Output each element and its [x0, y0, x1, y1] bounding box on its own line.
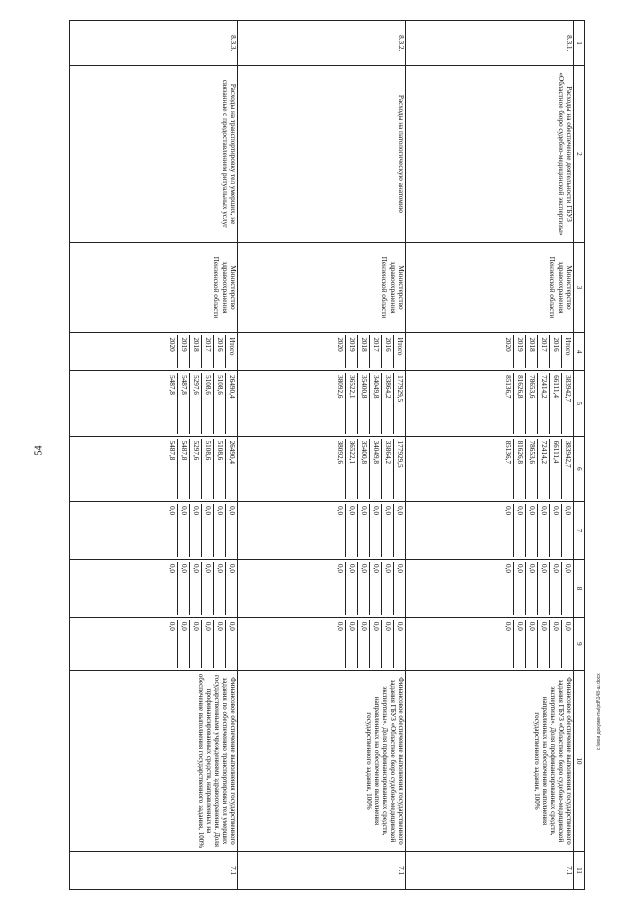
other-sources-list-value: 0,0	[201, 620, 213, 668]
other-sources-list-value: 0,0	[549, 620, 561, 668]
regional-budget-list-value: 72414,2	[537, 439, 549, 499]
year-list-value: 2016	[213, 335, 225, 368]
other-sources-list-value: 0,0	[357, 620, 369, 668]
regional-budget-list-value: 177929,5	[393, 439, 405, 499]
header-row	[574, 21, 585, 890]
local-budget-list	[70, 559, 238, 617]
responsible-org: Министерство здравоохранения Пензенской области	[238, 242, 406, 333]
other-sources-list-value: 0,0	[225, 620, 237, 668]
other-sources-list-value: 0,0	[189, 620, 201, 668]
local-budget-list-value: 0,0	[336, 563, 344, 573]
regional-budget-list	[238, 436, 406, 501]
local-budget-list-value: 0,0	[225, 562, 237, 615]
federal-budget-list	[238, 502, 406, 560]
header-col-11: 11	[574, 852, 585, 890]
other-sources-list-value: 0,0	[213, 620, 225, 668]
total-funding-list-value: 5297,6	[189, 373, 201, 433]
local-budget-list	[238, 559, 406, 617]
federal-budget-list-value: 0,0	[504, 506, 512, 516]
indicator-code: 7.1	[70, 852, 238, 890]
total-funding-list-value: 81626,8	[513, 373, 525, 433]
year-list-value: 2018	[357, 335, 369, 368]
local-budget-list-value: 0,0	[513, 562, 525, 615]
regional-budget-list-value: 26490,4	[225, 439, 237, 499]
header-col-3: 3	[574, 242, 585, 333]
total-funding-list-value: 72414,2	[537, 373, 549, 433]
other-sources-list-value: 0,0	[369, 620, 381, 668]
local-budget-list-value: 0,0	[369, 562, 381, 615]
federal-budget-list-value: 0,0	[513, 504, 525, 557]
other-sources-list-value: 0,0	[393, 620, 405, 668]
other-sources-list-value: 0,0	[336, 621, 344, 631]
row-number: 8.3.2.	[238, 21, 406, 66]
federal-budget-list-value: 0,0	[381, 504, 393, 557]
year-list-value: 2020	[168, 337, 176, 352]
federal-budget-list-value: 0,0	[357, 504, 369, 557]
federal-budget-list	[406, 502, 574, 560]
year-list-value: 2018	[525, 335, 537, 368]
other-sources-list	[406, 617, 574, 670]
page-number: 54	[33, 445, 45, 456]
table-row	[70, 21, 238, 890]
responsible-org: Министерство здравоохранения Пензенской области	[406, 242, 574, 333]
other-sources-list-value: 0,0	[513, 620, 525, 668]
other-sources-list-value: 0,0	[381, 620, 393, 668]
regional-budget-list-value: 78653,6	[525, 439, 537, 499]
local-budget-list-value: 0,0	[525, 562, 537, 615]
year-list	[238, 333, 406, 371]
header-col-4: 4	[574, 333, 585, 371]
total-funding-list-value: 78653,6	[525, 373, 537, 433]
federal-budget-list-value: 0,0	[213, 504, 225, 557]
year-list	[70, 333, 238, 371]
total-funding-list-value: 383942,7	[561, 373, 573, 433]
year-list-value: 2016	[549, 335, 561, 368]
local-budget-list-value: 0,0	[177, 562, 189, 615]
total-funding-list-value: 5487,8	[168, 375, 176, 395]
header-col-1: 1	[574, 21, 585, 66]
target-indicator: Финансовое обеспечение выполнения государственного задания ГБУЗ «Областное бюро судебно-медицинской экспертизы». Доля профинансированных средств, направленных на обеспечение выполнения государственного задания, 100%	[238, 670, 406, 851]
other-sources-list-value: 0,0	[525, 620, 537, 668]
total-funding-list-value: 38092,6	[336, 375, 344, 399]
header-col-10: 10	[574, 670, 585, 851]
total-funding-list-value: 177929,5	[393, 373, 405, 433]
federal-budget-list-value: 0,0	[537, 504, 549, 557]
federal-budget-list-value: 0,0	[201, 504, 213, 557]
other-sources-list-value: 0,0	[504, 621, 512, 631]
expense-name: Расходы на транспортировку тел умерших, не связанные с предоставлением ритуальных услуг	[70, 66, 238, 242]
total-funding-list	[70, 371, 238, 436]
budget-table	[69, 20, 585, 890]
federal-budget-list-value: 0,0	[345, 504, 357, 557]
regional-budget-list-value: 34049,8	[369, 439, 381, 499]
regional-budget-list	[70, 436, 238, 501]
federal-budget-list-value: 0,0	[393, 504, 405, 557]
header-col-9: 9	[574, 617, 585, 670]
local-budget-list-value: 0,0	[381, 562, 393, 615]
regional-budget-list-value: 36522,1	[345, 439, 357, 499]
year-list-value: 2017	[369, 335, 381, 368]
table-row	[238, 21, 406, 890]
total-funding-list-value: 35400,8	[357, 373, 369, 433]
regional-budget-list-value: 5487,8	[168, 440, 176, 461]
regional-budget-list-value: 5487,8	[177, 439, 189, 499]
year-list-value: 2019	[177, 335, 189, 368]
local-budget-list-value: 0,0	[345, 562, 357, 615]
total-funding-list	[406, 371, 574, 436]
local-budget-list-value: 0,0	[549, 562, 561, 615]
federal-budget-list-value: 0,0	[549, 504, 561, 557]
total-funding-list-value: 5108,6	[213, 373, 225, 433]
header-col-6: 6	[574, 436, 585, 501]
total-funding-list-value: 66111,4	[549, 373, 561, 433]
federal-budget-list-value: 0,0	[525, 504, 537, 557]
year-list-value: Итого	[561, 335, 573, 368]
year-list-value: 2018	[189, 335, 201, 368]
other-sources-list	[70, 617, 238, 670]
other-sources-list-value: 0,0	[537, 620, 549, 668]
year-list-value: Итого	[393, 335, 405, 368]
year-list-value: 2017	[537, 335, 549, 368]
year-list-value: 2019	[513, 335, 525, 368]
total-funding-list-value: 34049,8	[369, 373, 381, 433]
regional-budget-list-value: 81626,8	[513, 439, 525, 499]
total-funding-list	[238, 371, 406, 436]
federal-budget-list-value: 0,0	[168, 506, 176, 516]
year-list-value: 2020	[336, 337, 344, 352]
year-list-value: 2016	[381, 335, 393, 368]
total-funding-list-value: 5108,6	[201, 373, 213, 433]
other-sources-list-value: 0,0	[177, 620, 189, 668]
year-list-value: 2019	[345, 335, 357, 368]
other-sources-list	[238, 617, 406, 670]
indicator-code: 7.1	[238, 852, 406, 890]
footer-file-path: c:\мои документы\pdf\148-ш.docx	[596, 673, 602, 750]
local-budget-list-value: 0,0	[504, 563, 512, 573]
local-budget-list-value: 0,0	[168, 563, 176, 573]
regional-budget-list-value: 66111,4	[549, 439, 561, 499]
header-col-5: 5	[574, 371, 585, 436]
indicator-code: 7.1	[406, 852, 574, 890]
local-budget-list-value: 0,0	[393, 562, 405, 615]
regional-budget-list-value: 33864,2	[381, 439, 393, 499]
year-list-value: Итого	[225, 335, 237, 368]
regional-budget-list-value: 38092,6	[336, 440, 344, 464]
local-budget-list-value: 0,0	[189, 562, 201, 615]
total-funding-list-value: 5487,8	[177, 373, 189, 433]
regional-budget-list-value: 5108,6	[201, 439, 213, 499]
local-budget-list-value: 0,0	[357, 562, 369, 615]
other-sources-list-value: 0,0	[345, 620, 357, 668]
federal-budget-list-value: 0,0	[177, 504, 189, 557]
regional-budget-list-value: 35400,8	[357, 439, 369, 499]
regional-budget-list-value: 5108,6	[213, 439, 225, 499]
expense-name: Расходы на патологическую анатомию	[238, 66, 406, 242]
federal-budget-list	[70, 502, 238, 560]
total-funding-list-value: 33864,2	[381, 373, 393, 433]
total-funding-list-value: 85136,7	[504, 375, 512, 399]
federal-budget-list-value: 0,0	[189, 504, 201, 557]
local-budget-list-value: 0,0	[213, 562, 225, 615]
regional-budget-list-value: 85136,7	[504, 440, 512, 464]
rotated-table	[70, 20, 585, 890]
regional-budget-list-value: 383942,7	[561, 439, 573, 499]
row-number: 8.3.3.	[70, 21, 238, 66]
total-funding-list-value: 26490,4	[225, 373, 237, 433]
target-indicator: Финансовое обеспечение выполнения государственного задания ГБУЗ «Областное бюро судебно-медицинской экспертизы». Доля профинансированных средств, направленных на обеспечение выполнения государственного задания, 100%	[406, 670, 574, 851]
header-col-7: 7	[574, 502, 585, 560]
local-budget-list-value: 0,0	[201, 562, 213, 615]
year-list-value: 2017	[201, 335, 213, 368]
year-list-value: 2020	[504, 337, 512, 352]
federal-budget-list-value: 0,0	[336, 506, 344, 516]
total-funding-list-value: 36522,1	[345, 373, 357, 433]
federal-budget-list-value: 0,0	[369, 504, 381, 557]
row-number: 8.3.1.	[406, 21, 574, 66]
rotated-table-wrapper	[70, 20, 585, 890]
header-col-8: 8	[574, 559, 585, 617]
other-sources-list-value: 0,0	[168, 621, 176, 631]
expense-name: Расходы на обеспечение деятельности ГБУЗ «Областное бюро судебно-медицинской экспертизы»	[406, 66, 574, 242]
responsible-org: Министерство здравоохранения Пензенской области	[70, 242, 238, 333]
local-budget-list	[406, 559, 574, 617]
local-budget-list-value: 0,0	[561, 562, 573, 615]
local-budget-list-value: 0,0	[537, 562, 549, 615]
table-row	[406, 21, 574, 890]
regional-budget-list-value: 5297,6	[189, 439, 201, 499]
header-col-2: 2	[574, 66, 585, 242]
regional-budget-list	[406, 436, 574, 501]
other-sources-list-value: 0,0	[561, 620, 573, 668]
year-list	[406, 333, 574, 371]
target-indicator: Финансовое обеспечение выполнения государственного задания по обеспечению транспортировки тел умерших государственными учреждениями здравоохранения. Доля профинансированных средств, направленных на обеспечение выполнения государственного задания, 100%	[70, 670, 238, 851]
federal-budget-list-value: 0,0	[561, 504, 573, 557]
federal-budget-list-value: 0,0	[225, 504, 237, 557]
